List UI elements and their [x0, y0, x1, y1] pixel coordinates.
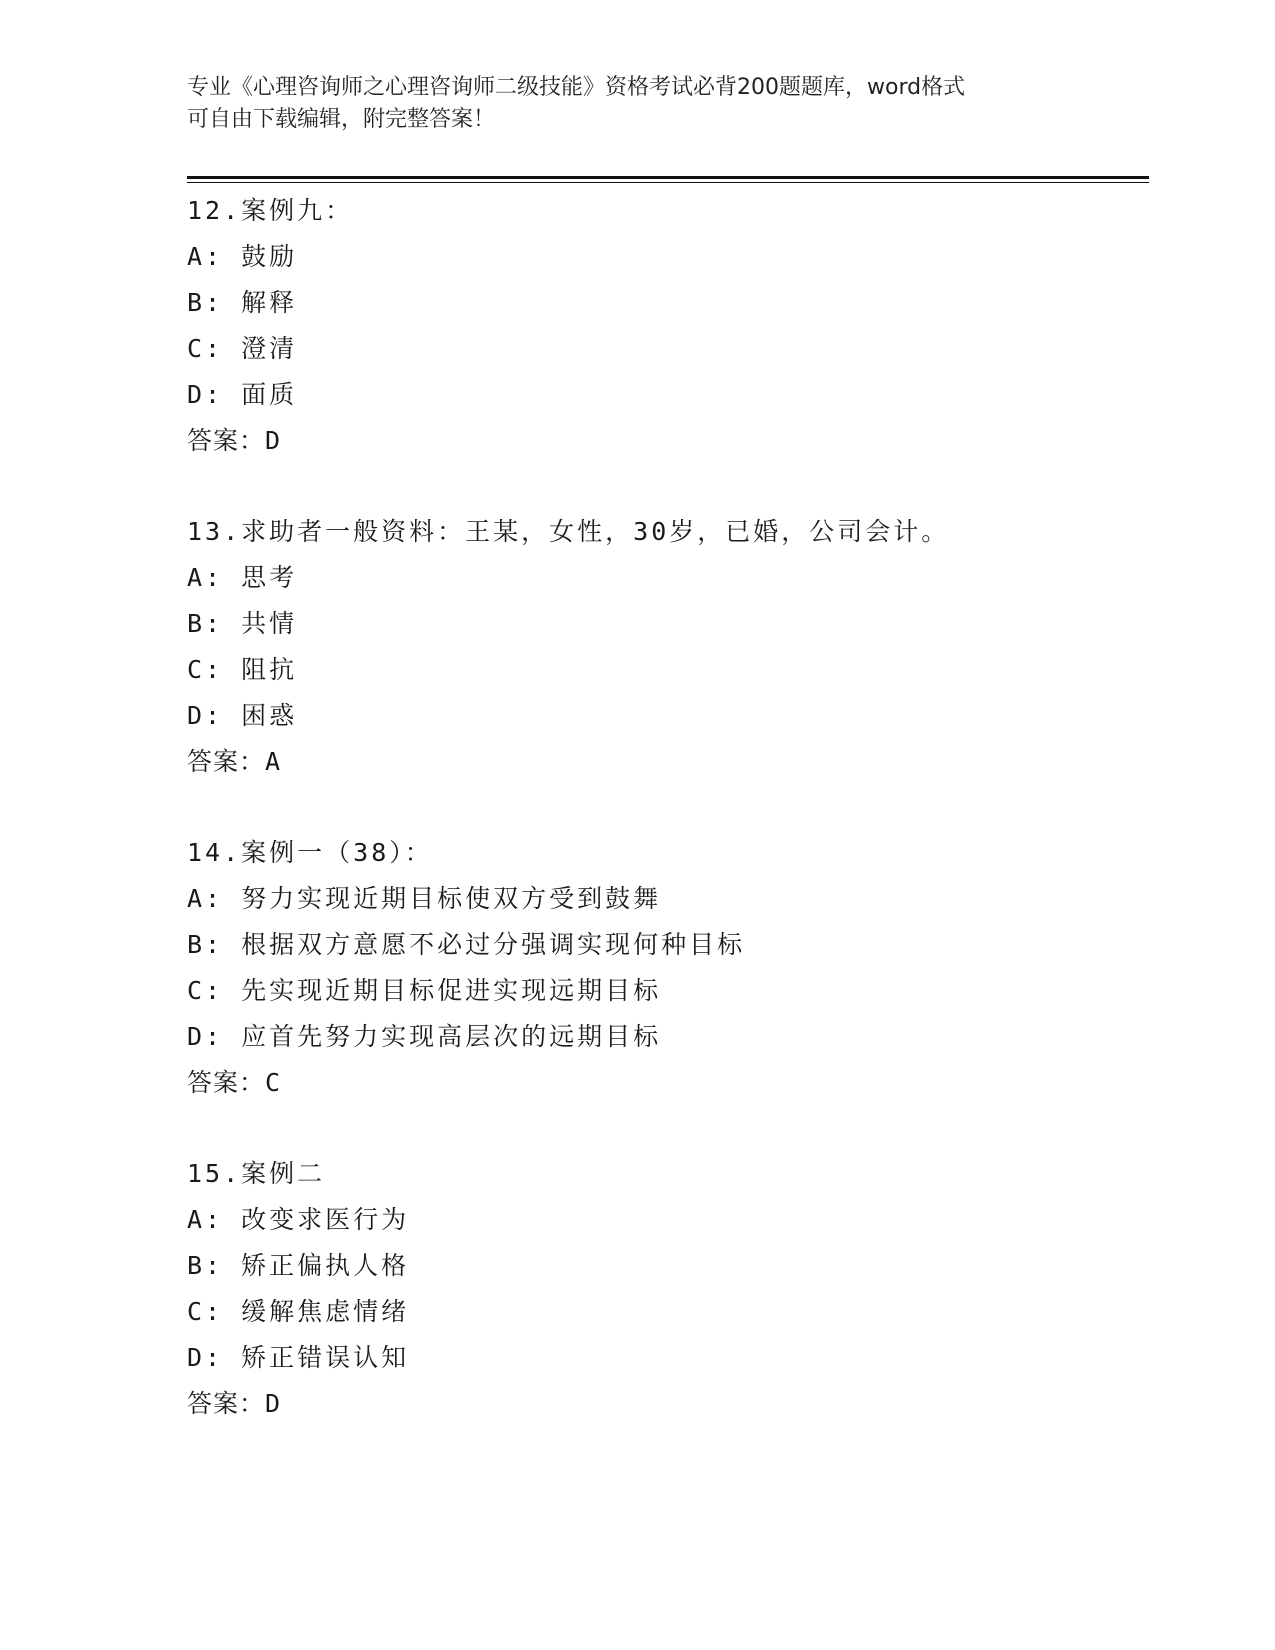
- option-d: D: 矫正错误认知: [187, 1343, 410, 1372]
- option-a: A: 努力实现近期目标使双方受到鼓舞: [187, 884, 662, 913]
- option-d: D: 面质: [187, 380, 298, 409]
- document-header: [187, 72, 1087, 136]
- answer-label: 答案：: [187, 747, 266, 776]
- question-stem: 14.案例一（38）：: [187, 838, 433, 867]
- option-c: C: 澄清: [187, 334, 298, 363]
- question-14: [187, 830, 1149, 1106]
- question-13: [187, 509, 1149, 785]
- option-a: A: 鼓励: [187, 242, 298, 271]
- option-d: D: 困惑: [187, 701, 298, 730]
- answer-line: [187, 1060, 1149, 1106]
- header-divider-thin: [187, 182, 1149, 183]
- answer-label: 答案：: [187, 1068, 266, 1097]
- option-b: B: 矫正偏执人格: [187, 1251, 410, 1280]
- question-stem: 12.案例九：: [187, 196, 354, 225]
- header-line-2: 可自由下载编辑，附完整答案！: [187, 107, 496, 132]
- question-list: [187, 188, 1149, 1472]
- answer-label: 答案：: [187, 1389, 266, 1418]
- option-d: D: 应首先努力实现高层次的远期目标: [187, 1022, 662, 1051]
- option-b: B: 共情: [187, 609, 298, 638]
- question-12: [187, 188, 1149, 464]
- answer-value: C: [265, 1068, 284, 1097]
- answer-value: A: [265, 747, 284, 776]
- option-c: C: 阻抗: [187, 655, 298, 684]
- option-a: A: 改变求医行为: [187, 1205, 410, 1234]
- option-b: B: 解释: [187, 288, 298, 317]
- question-stem: 13.求助者一般资料：王某，女性，30岁，已婚，公司会计。: [187, 517, 950, 546]
- question-stem: 15.案例二: [187, 1159, 326, 1188]
- option-c: C: 缓解焦虑情绪: [187, 1297, 410, 1326]
- answer-value: D: [265, 426, 284, 455]
- option-b: B: 根据双方意愿不必过分强调实现何种目标: [187, 930, 746, 959]
- option-a: A: 思考: [187, 563, 298, 592]
- answer-label: 答案：: [187, 426, 266, 455]
- answer-line: [187, 1381, 1149, 1427]
- option-c: C: 先实现近期目标促进实现远期目标: [187, 976, 662, 1005]
- question-15: [187, 1151, 1149, 1427]
- header-divider-thick: [187, 176, 1149, 179]
- answer-line: [187, 418, 1149, 464]
- answer-value: D: [265, 1389, 284, 1418]
- header-line-1: 专业《心理咨询师之心理咨询师二级技能》资格考试必背200题题库，word格式: [187, 75, 966, 100]
- answer-line: [187, 739, 1149, 785]
